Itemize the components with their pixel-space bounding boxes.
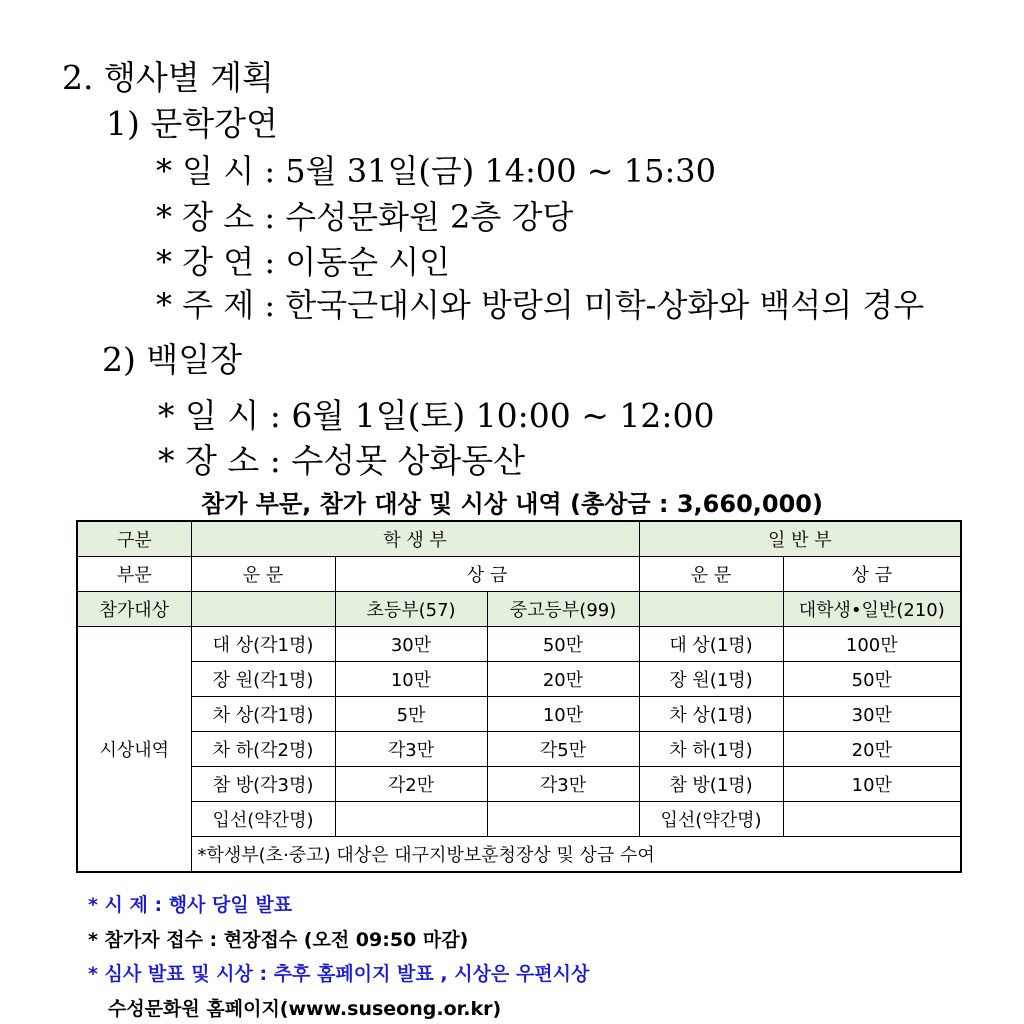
- mid-prize: 10만: [487, 697, 639, 732]
- elem-prize: 각3만: [335, 732, 487, 767]
- student-award: 차 하(각2명): [191, 732, 335, 767]
- mid-prize: 각3만: [487, 767, 639, 802]
- table-subheader-row: [77, 557, 961, 592]
- general-prize: 20만: [783, 732, 961, 767]
- header-unmun-general: 운 문: [639, 557, 783, 592]
- event1-datetime: * 일 시 : 5월 31일(금) 14:00 ~ 15:30: [156, 152, 717, 190]
- header-sanggeum-student: 상 금: [335, 557, 639, 592]
- table-row: [77, 662, 961, 697]
- elem-prize: 각2만: [335, 767, 487, 802]
- general-award: 입선(약간명): [639, 802, 783, 837]
- target-empty-1: [191, 592, 335, 627]
- elem-prize: [335, 802, 487, 837]
- general-award: 장 원(1명): [639, 662, 783, 697]
- footer-topic: * 시 제 : 행사 당일 발표: [88, 894, 293, 916]
- header-target: 참가대상: [77, 592, 191, 627]
- header-bumun: 부문: [77, 557, 191, 592]
- header-student: 학 생 부: [191, 521, 639, 557]
- header-sanggeum-general: 상 금: [783, 557, 961, 592]
- elem-prize: 10만: [335, 662, 487, 697]
- mid-prize: 각5만: [487, 732, 639, 767]
- target-elem: 초등부(57): [335, 592, 487, 627]
- mid-prize: 20만: [487, 662, 639, 697]
- table-header-row: [77, 521, 961, 557]
- mid-prize: 50만: [487, 627, 639, 662]
- general-award: 대 상(1명): [639, 627, 783, 662]
- general-prize: 50만: [783, 662, 961, 697]
- general-prize: 10만: [783, 767, 961, 802]
- table-row: [77, 732, 961, 767]
- mid-prize: [487, 802, 639, 837]
- header-gubun: 구분: [77, 521, 191, 557]
- event1-title: 1) 문학강연: [106, 104, 278, 143]
- table-title: 참가 부문, 참가 대상 및 시상 내역 (총상금 : 3,660,000): [201, 490, 823, 518]
- student-award: 참 방(각3명): [191, 767, 335, 802]
- table-row: [77, 802, 961, 837]
- general-prize: [783, 802, 961, 837]
- footer-homepage: 수성문화원 홈페이지(www.suseong.or.kr): [108, 998, 502, 1020]
- elem-prize: 5만: [335, 697, 487, 732]
- student-award: 입선(약간명): [191, 802, 335, 837]
- general-award: 차 상(1명): [639, 697, 783, 732]
- event2-place: * 장 소 : 수성못 상화동산: [158, 441, 525, 480]
- general-award: 차 하(1명): [639, 732, 783, 767]
- student-award: 대 상(각1명): [191, 627, 335, 662]
- general-prize: 30만: [783, 697, 961, 732]
- section-heading: 2. 행사별 계획: [62, 58, 274, 97]
- table-row: [77, 697, 961, 732]
- event1-place: * 장 소 : 수성문화원 2층 강당: [156, 198, 574, 236]
- footer-judging: * 심사 발표 및 시상 : 추후 홈페이지 발표 , 시상은 우편시상: [88, 963, 590, 985]
- footer-registration: * 참가자 접수 : 현장접수 (오전 09:50 마감): [88, 929, 469, 951]
- general-award: 참 방(1명): [639, 767, 783, 802]
- general-prize: 100만: [783, 627, 961, 662]
- table-target-row: [77, 592, 961, 627]
- event1-speaker: * 강 연 : 이동순 시인: [156, 243, 451, 281]
- awards-table: [76, 520, 962, 873]
- event2-title: 2) 백일장: [102, 340, 242, 379]
- student-award: 장 원(각1명): [191, 662, 335, 697]
- table-note: *학생부(초·중고) 대상은 대구지방보훈청장상 및 상금 수여: [191, 837, 961, 873]
- table-row: [77, 627, 961, 662]
- event2-datetime: * 일 시 : 6월 1일(토) 10:00 ~ 12:00: [158, 396, 715, 435]
- student-award: 차 상(각1명): [191, 697, 335, 732]
- event1-topic: * 주 제 : 한국근대시와 방랑의 미학-상화와 백석의 경우: [156, 286, 925, 324]
- target-mid: 중고등부(99): [487, 592, 639, 627]
- award-label: 시상내역: [77, 627, 191, 873]
- target-general: 대학생•일반(210): [783, 592, 961, 627]
- elem-prize: 30만: [335, 627, 487, 662]
- header-unmun-student: 운 문: [191, 557, 335, 592]
- target-empty-2: [639, 592, 783, 627]
- table-row: [77, 767, 961, 802]
- header-general: 일 반 부: [639, 521, 961, 557]
- table-note-row: [77, 837, 961, 873]
